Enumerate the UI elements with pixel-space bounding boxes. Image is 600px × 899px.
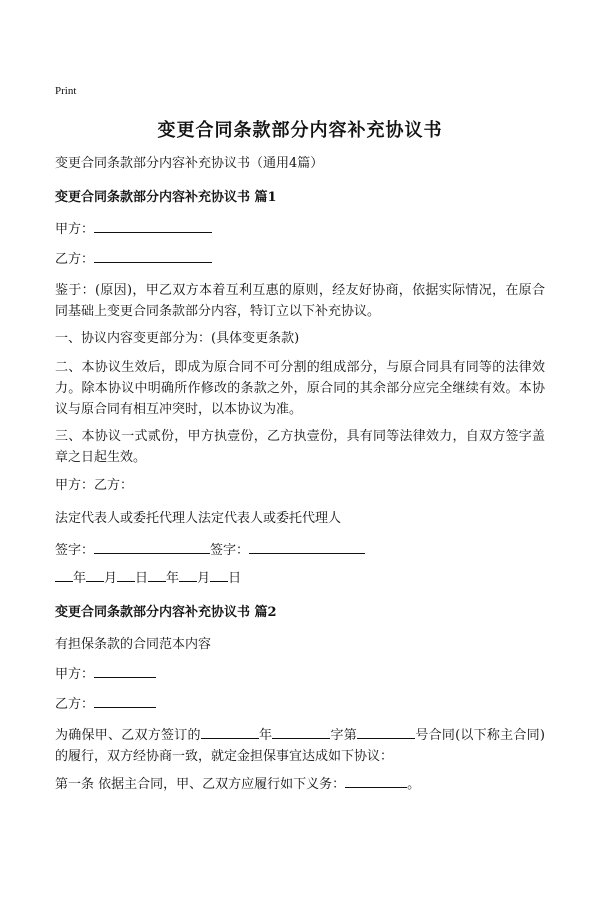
s1-party-b-label: 乙方： [55,252,95,267]
s2-party-a-label: 甲方： [55,667,95,682]
date-year-label-2: 年 [166,571,180,586]
print-link[interactable]: Print [55,85,77,97]
s2-article-1-text: 第一条 依据主合同，甲、乙双方应履行如下义务： [55,777,346,792]
s2-para-part-b: 年 [258,728,273,743]
s1-party-b-blank [94,249,212,263]
date-blank-month-2 [179,568,197,582]
s2-article-1 [55,774,555,795]
date-blank-year-2 [148,568,166,582]
date-blank-year-1 [55,568,73,582]
s2-intro: 有担保条款的合同范本内容 [55,637,212,652]
s1-party-a [55,219,555,240]
s2-guarantee-paragraph [55,725,545,767]
s1-sign-blank-1 [94,540,210,554]
s2-blank-3 [357,725,415,739]
s2-blank-2 [272,725,330,739]
s2-para-part-c: 字第 [330,728,358,743]
date-blank-day-2 [210,568,228,582]
section2-heading: 变更合同条款部分内容补充协议书 篇2 [55,605,277,620]
s1-representatives-line: 法定代表人或委托代理人法定代表人或委托代理人 [55,511,342,526]
s2-article-1-end: 。 [407,777,421,792]
s2-party-b-label: 乙方： [55,697,95,712]
date-day-label-1: 日 [135,571,149,586]
s2-party-a [55,664,555,685]
s2-party-a-blank [94,664,156,678]
date-month-label-2: 月 [197,571,211,586]
date-year-label-1: 年 [73,571,87,586]
s2-blank-1 [201,725,259,739]
s2-para-part-d: 号合同(以下称主合同)的履行，双方经协商一致，就定金担保事宜达成如下协议： [55,728,545,764]
s1-date-line [55,568,555,589]
date-month-label-1: 月 [104,571,118,586]
date-blank-day-1 [117,568,135,582]
s1-party-b [55,249,555,270]
s1-party-a-blank [94,219,212,233]
s1-parties-line: 甲方：乙方： [55,478,134,493]
s1-sign-blank-2 [249,540,365,554]
date-blank-month-1 [86,568,104,582]
s1-whereas-paragraph: 鉴于：(原因)，甲乙双方本着互利互惠的原则，经友好协商，依据实际情况，在原合同基础上变更合同条款部分内容，特订立以下补充协议。 [55,283,545,319]
date-day-label-2: 日 [228,571,242,586]
s1-sign-label-2: 签字： [210,543,250,558]
s2-party-b-blank [94,694,156,708]
s2-article-1-blank [345,774,407,788]
s1-clause-3: 三、本协议一式贰份，甲方执壹份，乙方执壹份，具有同等法律效力，自双方签字盖章之日起生效。 [55,429,545,465]
document-title: 变更合同条款部分内容补充协议书 [157,120,443,141]
document-subtitle: 变更合同条款部分内容补充协议书（通用4篇） [55,156,324,171]
s1-clause-2: 二、本协议生效后，即成为原合同不可分割的组成部分，与原合同具有同等的法律效力。除本协议中明确所作修改的条款之外，原合同的其余部分应完全继续有效。本协议与原合同有相互冲突时，以本协议为准。 [55,360,545,417]
s1-sign-label-1: 签字： [55,543,95,558]
s2-para-part-a: 为确保甲、乙双方签订的 [55,728,201,743]
s1-clause-1: 一、协议内容变更部分为：(具体变更条款) [55,331,300,346]
s2-party-b [55,694,555,715]
s1-party-a-label: 甲方： [55,222,95,237]
section1-heading: 变更合同条款部分内容补充协议书 篇1 [55,190,277,205]
s1-signature-line [55,540,555,561]
